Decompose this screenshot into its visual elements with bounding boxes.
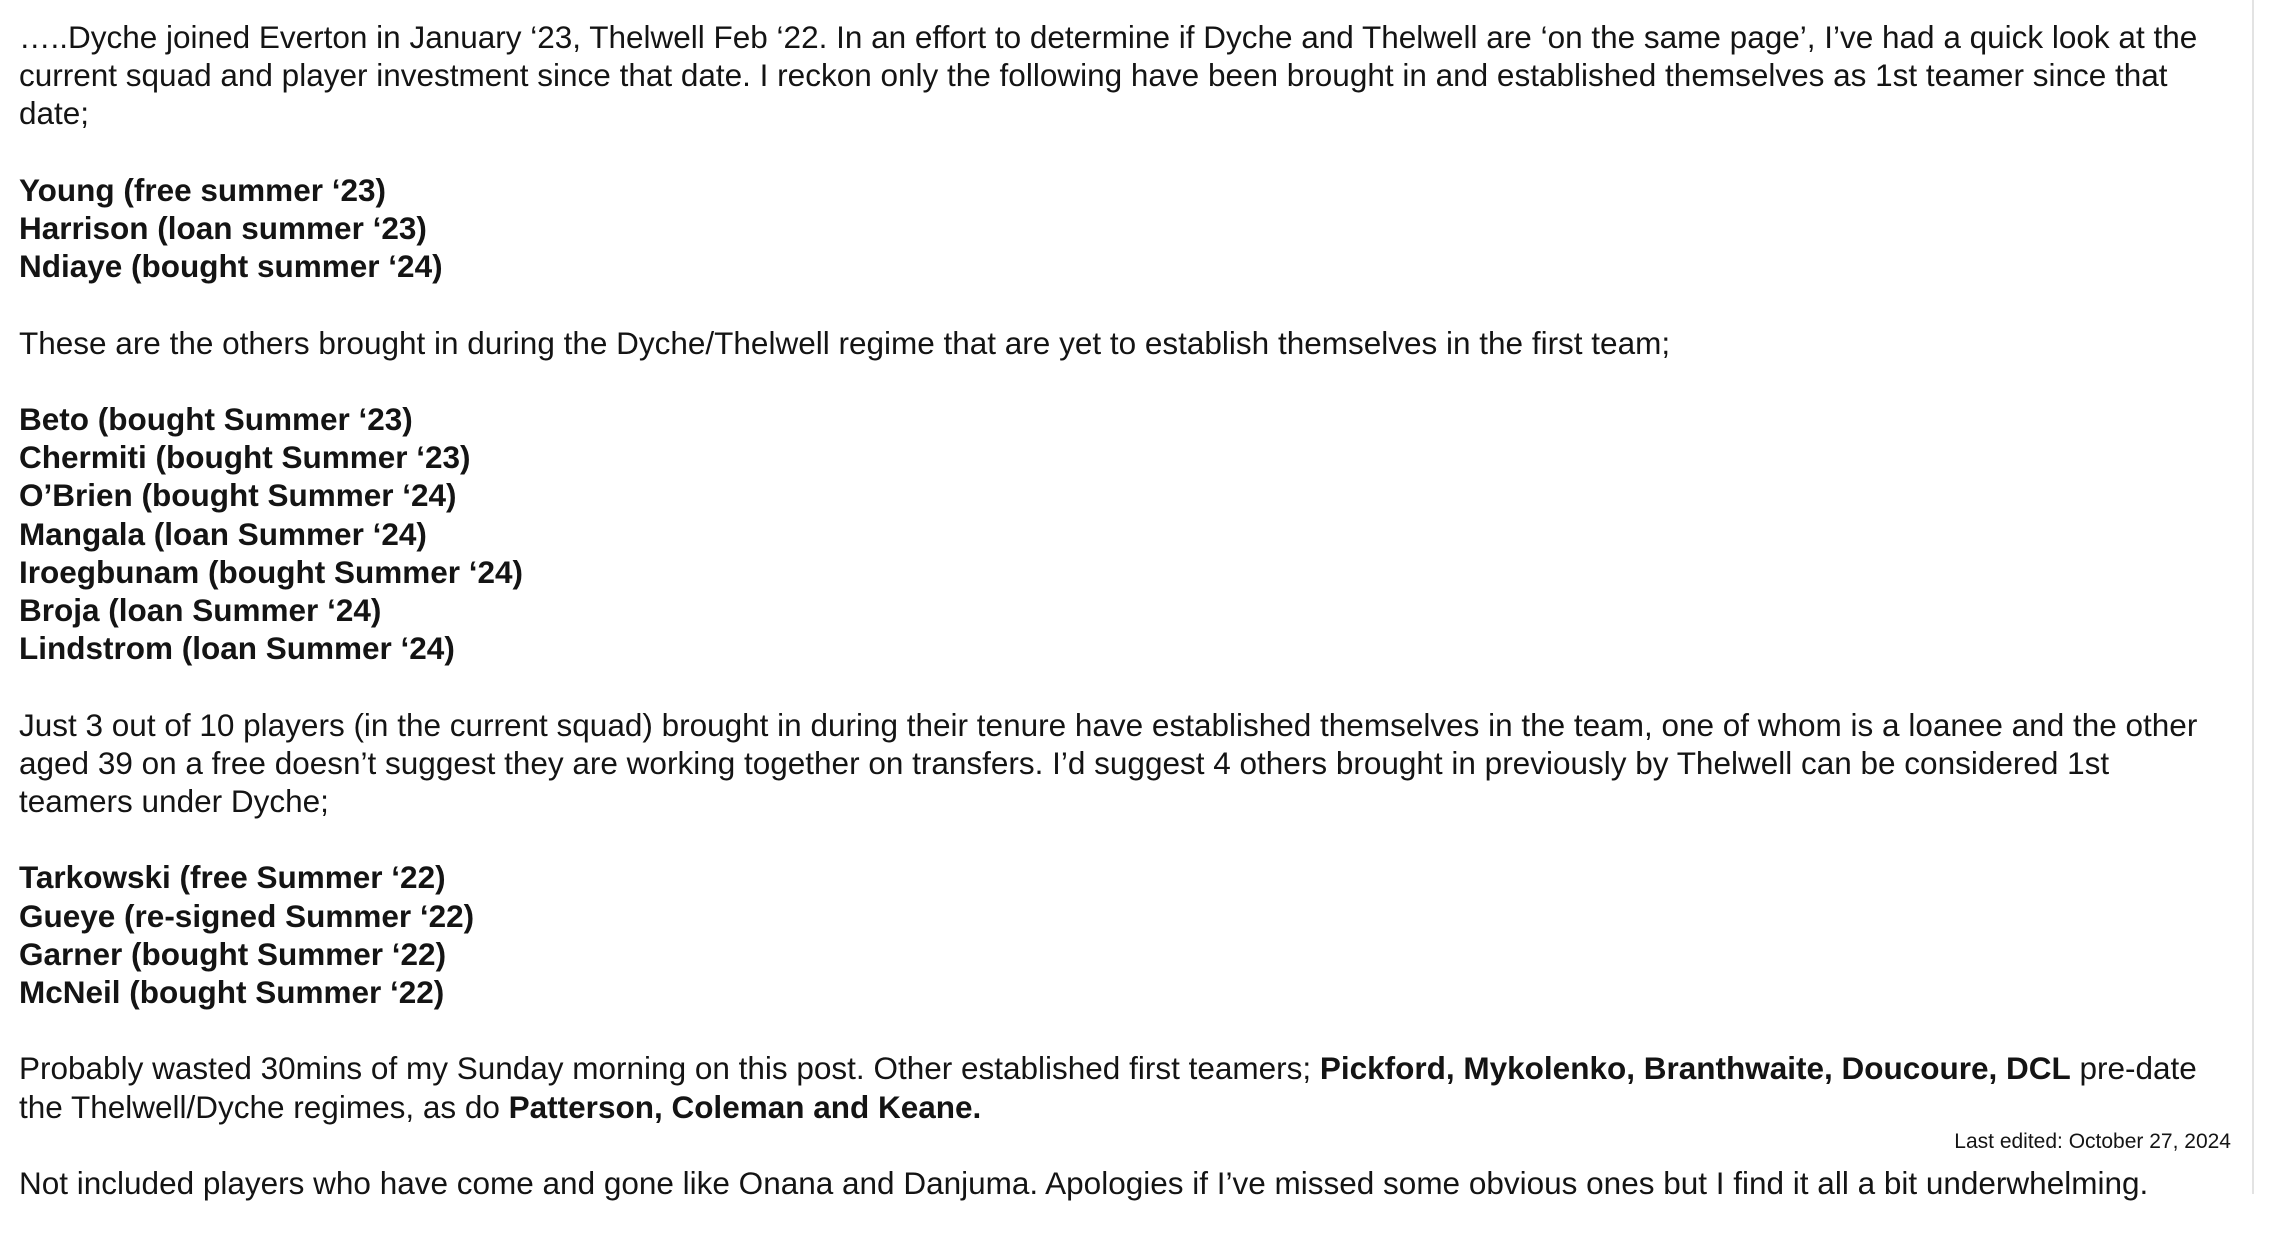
analysis-paragraph: Just 3 out of 10 players (in the current squad) brought in during their tenure have established themselves in the team, one of whom is a loanee and the other aged 39 on a free doesn’t suggest they are working together on transfers. I’d suggest 4 others brought in previously by Thelwell can be considered 1st teamers under Dyche; — [19, 706, 2198, 819]
right-divider — [2252, 0, 2254, 1194]
list-item: Young (free summer ‘23) — [19, 171, 387, 208]
others-intro-paragraph: These are the others brought in during the Dyche/Thelwell regime that are yet to establish themselves in the first team; — [19, 324, 1671, 361]
final-paragraph: Not included players who have come and gone like Onana and Danjuma. Apologies if I’ve missed some obvious ones but I find it all a bit underwhelming. — [19, 1164, 2149, 1201]
last-edited-label: Last edited: October 27, 2024 — [1954, 1130, 2231, 1153]
list-item: Broja (loan Summer ‘24) — [19, 592, 382, 628]
list-item: Beto (bought Summer ‘23) — [19, 400, 413, 437]
list-item: O’Brien (bought Summer ‘24) — [19, 477, 457, 514]
list-item: Chermiti (bought Summer ‘23) — [19, 439, 471, 476]
closing-paragraph — [19, 1049, 2229, 1125]
post-body — [19, 18, 2229, 1240]
previous-signings-list — [19, 858, 2229, 1011]
list-item: Garner (bought Summer ‘22) — [19, 935, 447, 972]
closing-bold-players-1: Pickford, Mykolenko, Branthwaite, Doucoure, DCL — [1319, 1050, 2071, 1087]
list-item: Ndiaye (bought summer ‘24) — [19, 248, 443, 285]
list-item: Harrison (loan summer ‘23) — [19, 210, 427, 246]
list-item: McNeil (bought Summer ‘22) — [19, 974, 445, 1010]
intro-paragraph: …..Dyche joined Everton in January ‘23, Thelwell Feb ‘22. In an effort to determine if Dyche and Thelwell are ‘on the same page’, I’ve had a quick look at the current squad and player investment since that date. I reckon only the following have been brought in and established themselves as 1st teamer since that date; — [19, 19, 2198, 132]
established-players-list — [19, 171, 2229, 286]
list-item: Tarkowski (free Summer ‘22) — [19, 859, 446, 896]
not-established-players-list — [19, 400, 2229, 667]
list-item: Gueye (re-signed Summer ‘22) — [19, 897, 475, 934]
list-item: Mangala (loan Summer ‘24) — [19, 515, 427, 552]
list-item: Lindstrom (loan Summer ‘24) — [19, 630, 455, 667]
closing-bold-players-2: Patterson, Coleman and Keane. — [508, 1088, 982, 1125]
closing-text-2: pre-date the Thelwell/Dyche regimes, as do — [19, 1050, 2197, 1125]
closing-text-1: Probably wasted 30mins of my Sunday morning on this post. Other established first teamers; — [19, 1050, 1320, 1087]
list-item: Iroegbunam (bought Summer ‘24) — [19, 553, 524, 590]
